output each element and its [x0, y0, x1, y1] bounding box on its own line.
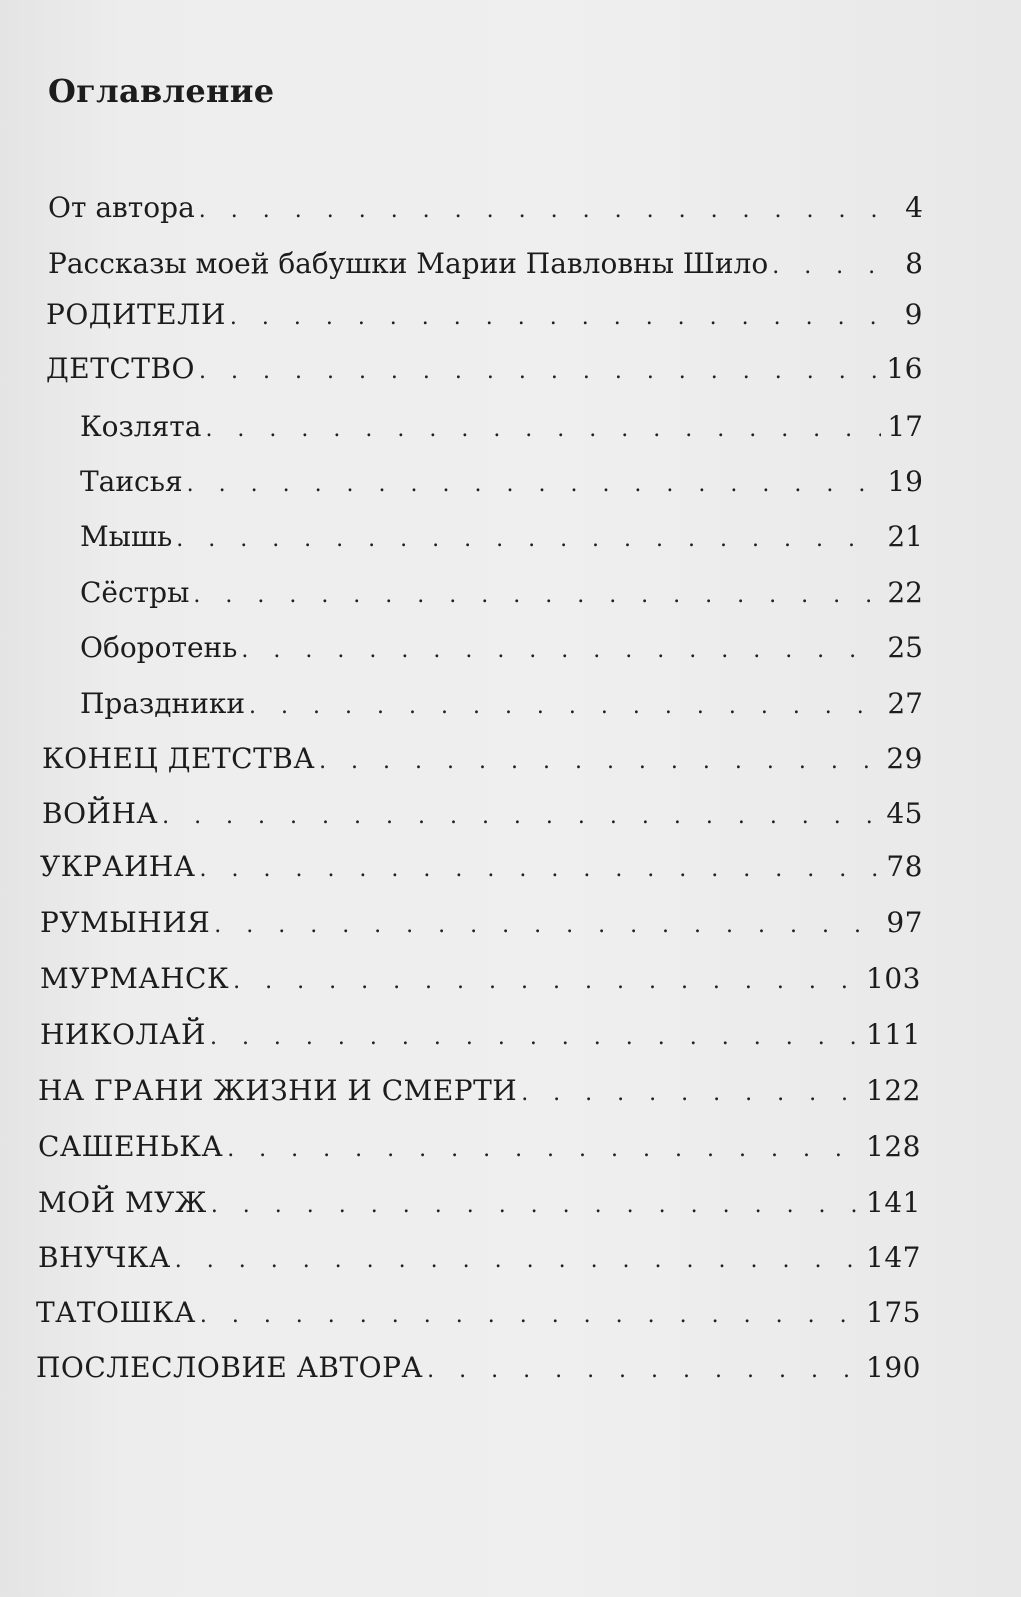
toc-entry-page: 97: [886, 906, 923, 939]
toc-entry-label: ПОСЛЕСЛОВИЕ АВТОРА: [36, 1351, 424, 1384]
toc-entry-nikolai: [40, 1018, 921, 1055]
toc-leader-dots: [176, 523, 881, 557]
toc-entry-page: 25: [887, 631, 923, 664]
toc-entry-on-the-edge: [38, 1074, 921, 1111]
toc-entry-page: 17: [887, 410, 923, 443]
toc-entry-werewolf: [80, 631, 923, 668]
toc-entry-page: 103: [866, 962, 921, 995]
toc-entry-holidays: [80, 687, 923, 724]
toc-leader-dots: [193, 579, 881, 613]
toc-leader-dots: [227, 1133, 860, 1167]
toc-entry-page: 4: [905, 191, 923, 224]
toc-entry-label: ВОЙНА: [42, 797, 159, 830]
toc-leader-dots: [200, 1299, 860, 1333]
toc-leader-dots: [211, 1189, 860, 1223]
toc-entry-label: От автора: [48, 191, 195, 224]
toc-entry-taisya: [80, 465, 923, 502]
toc-leader-dots: [319, 745, 880, 779]
toc-entry-mouse: [80, 520, 923, 557]
toc-entry-label: САШЕНЬКА: [38, 1130, 224, 1163]
toc-entry-label: Козлята: [80, 410, 202, 443]
toc-entry-from-author: [48, 191, 923, 228]
toc-entry-afterword: [36, 1351, 921, 1388]
toc-entry-page: 45: [886, 797, 923, 830]
toc-entry-page: 190: [866, 1351, 921, 1384]
toc-entry-page: 147: [866, 1241, 921, 1274]
toc-entry-label: КОНЕЦ ДЕТСТВА: [42, 742, 316, 775]
toc-entry-label: Оборотень: [80, 631, 238, 664]
toc-entry-page: 16: [886, 352, 923, 385]
toc-entry-childhood: [46, 352, 923, 389]
toc-leader-dots: [175, 1244, 860, 1278]
toc-entry-page: 29: [886, 742, 923, 775]
toc-entry-label: Мышь: [80, 520, 173, 553]
toc-entry-page: 22: [887, 576, 923, 609]
toc-entry-label: ВНУЧКА: [38, 1241, 171, 1274]
toc-entry-page: 21: [887, 520, 923, 553]
toc-entry-label: НИКОЛАЙ: [40, 1018, 206, 1051]
toc-entry-label: МОЙ МУЖ: [38, 1186, 207, 1219]
toc-entry-page: 128: [866, 1130, 921, 1163]
toc-leader-dots: [521, 1077, 860, 1111]
toc-entry-grandmother-stories: [48, 247, 923, 284]
toc-leader-dots: [199, 194, 881, 228]
toc-entry-page: 8: [905, 247, 923, 280]
toc-title: Оглавление: [48, 72, 275, 110]
toc-leader-dots: [162, 800, 880, 834]
toc-entry-label: Праздники: [80, 687, 246, 720]
toc-entry-tatoshka: [36, 1296, 921, 1333]
toc-leader-dots: [199, 355, 880, 389]
toc-entry-page: 78: [886, 850, 923, 883]
toc-entry-label: НА ГРАНИ ЖИЗНИ И СМЕРТИ: [38, 1074, 518, 1107]
toc-entry-romania: [40, 906, 923, 943]
toc-entry-page: 111: [866, 1018, 921, 1051]
toc-leader-dots: [233, 965, 860, 999]
toc-leader-dots: [205, 413, 881, 447]
toc-entry-label: Рассказы моей бабушки Марии Павловны Шило: [48, 247, 769, 280]
toc-leader-dots: [241, 634, 881, 668]
toc-entry-kids: [80, 410, 923, 447]
toc-leader-dots: [187, 468, 881, 502]
toc-entry-label: РОДИТЕЛИ: [46, 298, 226, 331]
toc-entry-label: МУРМАНСК: [40, 962, 230, 995]
toc-entry-sashenka: [38, 1130, 921, 1167]
toc-entry-label: УКРАИНА: [40, 850, 196, 883]
toc-entry-war: [42, 797, 923, 834]
toc-leader-dots: [772, 250, 881, 284]
toc-leader-dots: [427, 1354, 860, 1388]
toc-leader-dots: [210, 1021, 860, 1055]
toc-entry-page: 141: [866, 1186, 921, 1219]
toc-leader-dots: [200, 853, 881, 887]
toc-entry-page: 27: [887, 687, 923, 720]
toc-entry-ukraine: [40, 850, 923, 887]
toc-entry-sisters: [80, 576, 923, 613]
toc-entry-page: 9: [904, 298, 923, 331]
toc-leader-dots: [249, 690, 881, 724]
toc-entry-my-husband: [38, 1186, 921, 1223]
toc-entry-parents: [46, 298, 923, 335]
toc-entry-page: 122: [866, 1074, 921, 1107]
toc-entry-label: ДЕТСТВО: [46, 352, 196, 385]
toc-entry-granddaughter: [38, 1241, 921, 1278]
toc-leader-dots: [230, 301, 881, 335]
toc-entry-end-of-childhood: [42, 742, 923, 779]
toc-entry-murmansk: [40, 962, 921, 999]
toc-entry-label: Сёстры: [80, 576, 190, 609]
toc-leader-dots: [214, 909, 880, 943]
toc-entry-label: Таисья: [80, 465, 183, 498]
toc-entry-label: РУМЫНИЯ: [40, 906, 211, 939]
toc-entry-page: 19: [887, 465, 923, 498]
toc-entry-label: ТАТОШКА: [36, 1296, 196, 1329]
toc-entry-page: 175: [866, 1296, 921, 1329]
